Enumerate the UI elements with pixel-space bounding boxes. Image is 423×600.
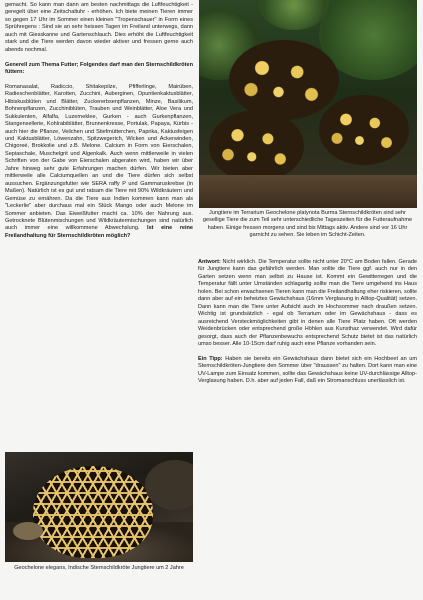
tip-paragraph: [198, 356, 417, 386]
right-photo-caption: Jungtiere im Terrarium Geochelone platynota Burma Sternschildkröten sind sehr gesellige Tiere die zum Teil sehr unterschiedliche Tageszeiten für die Futteraufnahme haben. Einige fressen morgens und sind bis Mittags aktiv. Andere sind vor 16 Uhr garnicht zu sehen. Sie leben im Schicht-Zeiten.: [202, 210, 413, 239]
intro-paragraph: gemacht. So kann man dann am besten nachmittags die Luftfeuchtigkeit - geregelt über eine Zeitschaltuhr - erhöhen. Ich biete meinen Tieren immer so gegen 17 Uhr im Sommer einen kleinen "Tropenschauer" in Form eines Sprühregens : Sind sie an sehr heissen Tagen im Freiland unterwegs, dann auch mit Giesskanne und Gartenschlauch. Dies erhöht die Luftfeuchtigkeit stark und die Tiere werden davon wieder aktiver und fressen gerne auch abends nochmal.: [5, 2, 193, 53]
food-list-paragraph: [5, 84, 193, 241]
terrarium-photo: [199, 0, 417, 208]
star-tortoise-photo: [5, 452, 193, 562]
food-list-text: Romanasalat, Radiccio, Shitakepilze, Pfifferlinge, Mairüben, Radieschenblätter, Karotten, Zucchini, Auberginen, Opuntienkaktusblätter, Hibiskusblüten und Blätter, Zuckererbsenpflanzen, Minze, Basilikum, Bohnenpflanzen, Zucchiniblüten, Trauben und Weinblätter, Aloe Vera und Sukkulenten, Alfalfa, Luzerneklee, Gurken - auch Gurkenpflanzen, Stangensellerie, Kohlrabiblätter, Brunnenkresse, Portulak, Papaya, Kürbis - auch hier die Pflanze, Veilchen und Stiefmütterchen, Paprika, Kaktusfeigen und Kaktusblätter, Löwenzahn, Spitzwegerich, Wicken und Ackerwinden, Chigoreé, Brokkolie und z.B. Melone. Calcium in Form von Eierschalen, Sepiaschale, Muschelgrit und Algenkalk. Auch wenn mittlerweile in vielen Schriften von der Gabe von Eierschalen abgeraten wird, haben wir über Jahre hinweg sehr gute Erfahrungen machen dürfen. Wir bieten aber mittlerweile alle Calciumquellen an und die Tiere dürfen sich selbst aussuchen. Ergänzungsfutter wie SERA raffy P und Gammaruskrebse (in Maßen). Natürlich ist es gut und ratsam die Tiere mit 90% Wildkräutern und Gemüse zu ernähren. Da die Tiere aus Indien kommen kann man als "Leckerlie" aber durchaus mal ein Stück Mango oder auch Melone im Sommer anbieten. Das Eiweißfutter macht ca. 10% der Nahrung aus. Getrocknete Blütenmischungen und Wildkräutermischungen sind natürlich auch immer eine willkommene Abwechslung.: [5, 83, 193, 232]
tip-text: Haben sie bereits ein Gewächshaus dann bietet sich ein Hochbeet an um Sternschildkröten-Jungtiere den Sommer über "draussen" zu halten. Dort kann man eine UV-Lampe zum Einsatz kommen, sollte das Gewächshaus keine UV-durchlässige Alltop-Verglasung haben. D.h. aber auf jeden Fall, daß ein Stromanschluss unerlässlich ist.: [198, 355, 418, 385]
outdoor-question: Ist eine reine Freilandhaltung für Sternschildkröten möglich?: [5, 225, 194, 239]
answer-text: Nicht wirklich. Die Temperatur sollte nicht unter 20°C am Boden fallen. Gerade für Jungtiere kann das gefährlich werden. Man sollte die Tiere ggf. auch nur in den Garten setzen wenn man selbst zu Hause ist. Kommt ein Gewitterregen und die Temperatur fällt unter Umständen schlagartig sollte man die Tiere umgehend ins Haus holen. Bei schon erwachsenen Tieren kann man die Freilandhaltung eher riskieren, sollte dann aber auf ein beheiztes Gewächshaus (16mm Verglasung in Alltop-Qualität) setzen. Dann kann man die Tiere unter Aufsicht auch im Hochsommer nach draußen setzen. Wichtig ist grundsätzlich - egal ob Terrarium oder im Gewächshaus - dass es ausreichend Versteckmöglichkeiten gibt in denen alle Tiere Platz haben. Oft werden Weidenbrücken oder entsprechend große Höhlen aus Kunsthaz verwendet. Wird dafür gesorgt, dass auch der Pflanzenbewuchs entsprechend Schutz bietet ist das natürlich umso besser. Alle 10-15cm darf ruhig auch eine Pflanze vorhanden sein.: [198, 259, 417, 347]
answer-label: Antwort:: [198, 259, 221, 265]
tip-label: Ein Tipp:: [198, 355, 223, 362]
left-photo-caption: Geochelone elegans, Indische Sternschildkröte Jungtiere um 2 Jahre: [14, 565, 184, 571]
right-column: [198, 259, 417, 386]
food-heading: Generell zum Thema Futter; Folgendes darf man den Sternschildkröten füttern:: [5, 61, 193, 76]
answer-paragraph: [198, 259, 417, 348]
left-column: [5, 2, 193, 240]
